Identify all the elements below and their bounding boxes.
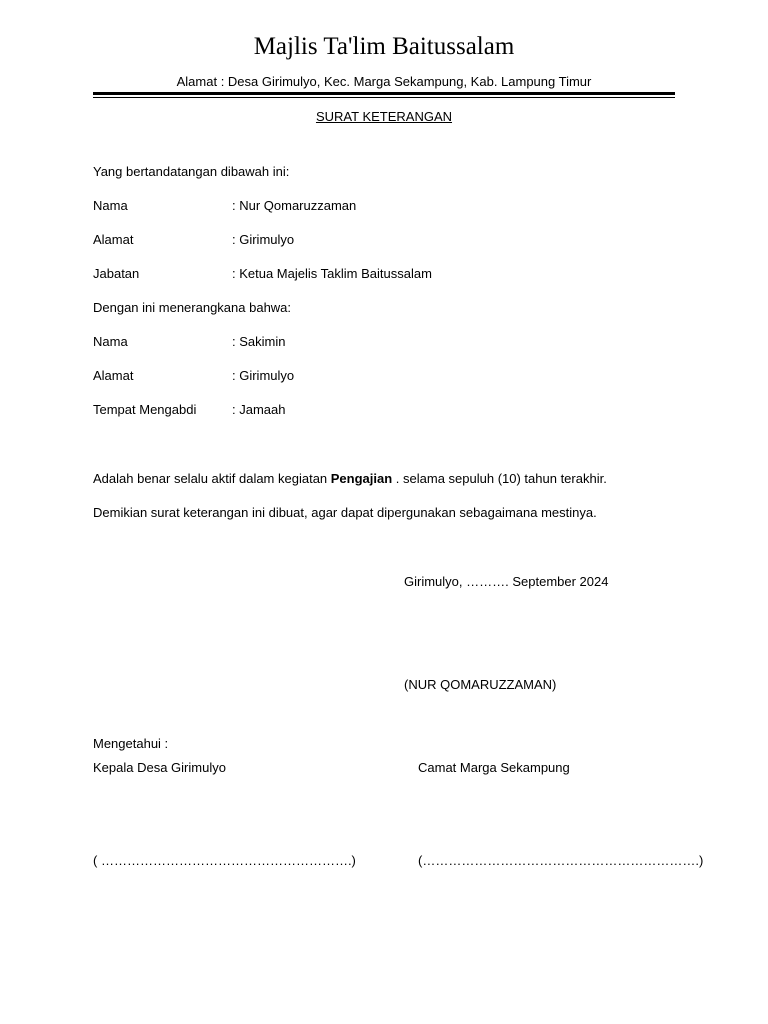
subject-service-value: : Jamaah (232, 402, 286, 417)
subject-name-label: Nama (93, 334, 128, 349)
village-head-title: Kepala Desa Girimulyo (93, 760, 226, 775)
signer-position-value: : Ketua Majelis Taklim Baitussalam (232, 266, 432, 281)
subject-address-label: Alamat (93, 368, 134, 383)
signer-signature-name: (NUR QOMARUZZAMAN) (404, 677, 557, 692)
village-head-signature-line: ( ………………………………………………….) (93, 853, 356, 868)
subject-name-value: : Sakimin (232, 334, 286, 349)
letterhead-title: Majlis Ta'lim Baitussalam (253, 33, 515, 60)
letterhead-rule-thick (93, 92, 675, 95)
intro-text: Yang bertandatangan dibawah ini: (93, 164, 290, 179)
district-head-signature-line: (……………………………………………………….) (418, 853, 704, 868)
subject-address-value: : Girimulyo (232, 368, 295, 383)
district-head-title: Camat Marga Sekampung (418, 760, 570, 775)
acknowledged-label: Mengetahui : (93, 736, 169, 751)
body-activity: Pengajian (330, 471, 393, 486)
body-suffix: . selama sepuluh (10) tahun terakhir. (392, 471, 607, 486)
statement-text: Dengan ini menerangkana bahwa: (93, 300, 292, 315)
closing-paragraph: Demikian surat keterangan ini dibuat, agar dapat dipergunakan sebagaimana mestinya. (93, 505, 597, 520)
place-date: Girimulyo, ………. September 2024 (404, 574, 609, 589)
body-paragraph (93, 471, 607, 486)
signer-name-label: Nama (93, 198, 128, 213)
signer-name-value: : Nur Qomaruzzaman (232, 198, 357, 213)
letterhead-rule-thin (93, 97, 675, 98)
signer-position-label: Jabatan (93, 266, 140, 281)
signer-address-value: : Girimulyo (232, 232, 295, 247)
signer-address-label: Alamat (93, 232, 134, 247)
subject-service-label: Tempat Mengabdi (93, 402, 197, 417)
body-prefix: Adalah benar selalu aktif dalam kegiatan (93, 471, 331, 486)
document-heading: SURAT KETERANGAN (315, 109, 453, 124)
letterhead-address: Alamat : Desa Girimulyo, Kec. Marga Sekampung, Kab. Lampung Timur (176, 74, 592, 89)
